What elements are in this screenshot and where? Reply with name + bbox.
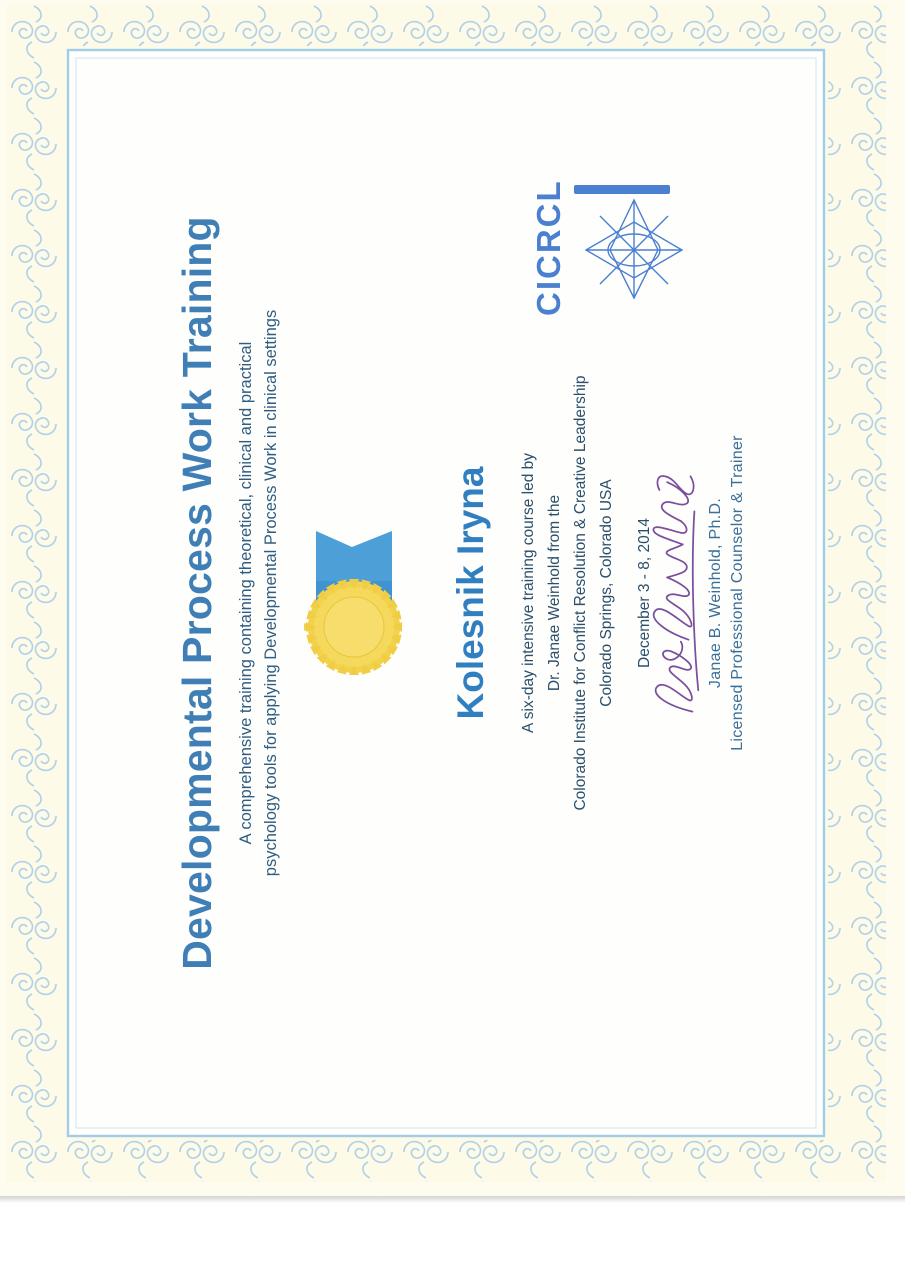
subtitle-line-2: psychology tools for applying Developmental Process Work in clinical settings — [262, 309, 280, 877]
course-date: December 3 - 8, 2014 — [636, 518, 653, 668]
gold-starburst-seal-with-blue-ribbon-icon — [300, 493, 428, 693]
handwritten-signature-icon — [638, 463, 708, 723]
subtitle-line-1: A comprehensive training containing theoretical, clinical and practical — [237, 341, 255, 845]
seal — [300, 64, 430, 1122]
signature-printed-name: Janae B. Weinhold, Ph.D. — [707, 497, 724, 689]
scanner-bed-area — [0, 1196, 905, 1280]
body-line-2: Dr. Janae Weinhold from the — [546, 494, 563, 692]
signature-role: Licensed Professional Counselor & Trainer — [729, 435, 746, 751]
logo-starburst-icon — [570, 120, 690, 310]
recipient-name: Kolesnik Iryna — [450, 466, 491, 720]
logo-wordmark: CICRCL — [530, 179, 567, 316]
body-line-4: Colorado Springs, Colorado USA — [598, 479, 615, 707]
body-line-1: A six-day intensive training course led by — [520, 453, 537, 734]
certificate-content — [78, 64, 802, 1122]
certificate-title: Developmental Process Work Training — [174, 216, 220, 970]
certificate-subtitle — [234, 64, 284, 1122]
body-line-3: Colorado Institute for Conflict Resolution & Creative Leadership — [572, 375, 589, 811]
organization-logo — [530, 106, 710, 316]
